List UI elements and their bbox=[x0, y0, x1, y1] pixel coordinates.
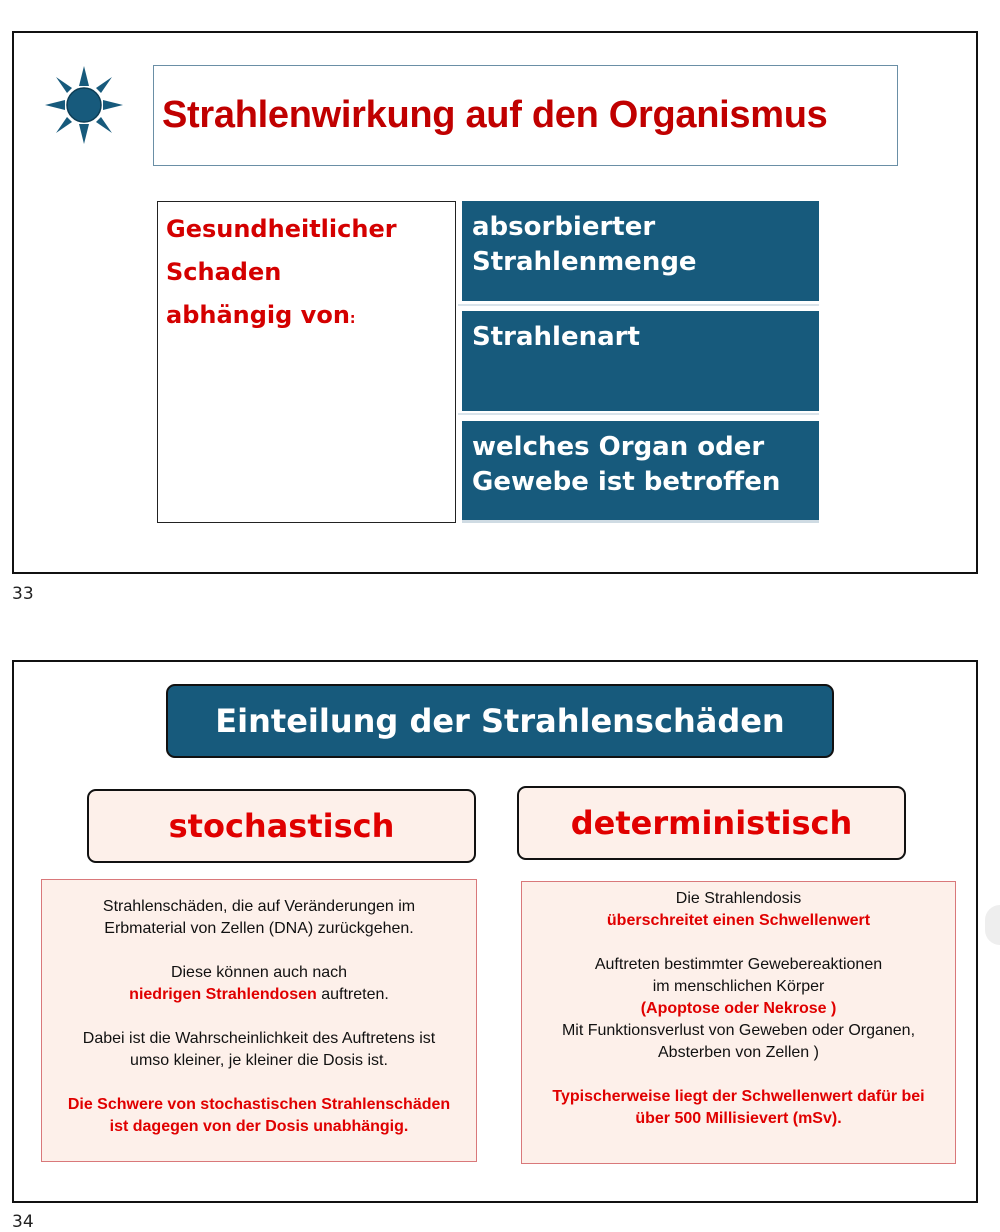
slide-title: Einteilung der Strahlenschäden bbox=[166, 684, 834, 758]
paragraph bbox=[42, 1094, 476, 1138]
factor-box-affected-organ bbox=[462, 421, 819, 523]
text-line: Die Strahlendosis bbox=[675, 890, 802, 907]
factor-box-radiation-type bbox=[462, 311, 819, 411]
label-line-3 bbox=[166, 294, 447, 341]
category-stochastic: stochastisch bbox=[87, 789, 476, 863]
highlight-text: ist dagegen von der Dosis unabhängig. bbox=[109, 1118, 409, 1135]
highlight-text: überschreitet einen Schwellenwert bbox=[606, 912, 871, 929]
highlight-text: über 500 Millisievert (mSv). bbox=[635, 1110, 842, 1127]
text-line: Strahlenschäden, die auf Veränderungen im bbox=[102, 898, 416, 915]
label-line-1: Gesundheitlicher bbox=[166, 215, 397, 243]
paragraph bbox=[42, 962, 476, 1006]
category-deterministic: deterministisch bbox=[517, 786, 906, 860]
factor-box-absorbed-dose bbox=[462, 201, 819, 301]
page-number: 34 bbox=[12, 1212, 34, 1232]
text-line: Dabei ist die Wahrscheinlichkeit des Auftretens ist bbox=[82, 1030, 436, 1047]
text-line: auftreten. bbox=[316, 986, 389, 1003]
factor-line: absorbierter bbox=[472, 212, 656, 242]
paragraph bbox=[522, 888, 955, 932]
damage-factors-label-box bbox=[157, 201, 456, 523]
text-line: Mit Funktionsverlust von Geweben oder Organen, bbox=[561, 1022, 916, 1039]
paragraph bbox=[42, 896, 476, 940]
paragraph bbox=[42, 1028, 476, 1072]
highlight-text: (Apoptose oder Nekrose ) bbox=[640, 1000, 837, 1017]
text-line: Diese können auch nach bbox=[170, 964, 348, 981]
deterministic-description-panel bbox=[521, 881, 956, 1164]
slide-title: Strahlenwirkung auf den Organismus bbox=[153, 65, 898, 166]
page-number: 33 bbox=[12, 584, 34, 604]
text-line: umso kleiner, je kleiner die Dosis ist. bbox=[130, 1052, 388, 1069]
label-colon: : bbox=[349, 311, 356, 327]
paragraph bbox=[522, 1086, 955, 1130]
highlight-text: niedrigen Strahlendosen bbox=[129, 986, 317, 1003]
label-line-2: Schaden bbox=[166, 258, 282, 286]
paragraph bbox=[522, 954, 955, 1064]
label-line-3-text: abhängig von bbox=[166, 301, 350, 329]
sun-icon bbox=[45, 66, 123, 144]
text-line: im menschlichen Körper bbox=[652, 978, 825, 995]
scroll-indicator bbox=[985, 905, 1000, 945]
stochastic-description-panel bbox=[41, 879, 477, 1162]
text-line: Absterben von Zellen ) bbox=[658, 1044, 819, 1061]
factor-line: Gewebe ist betroffen bbox=[472, 467, 781, 497]
highlight-text: Die Schwere von stochastischen Strahlenschäden bbox=[67, 1096, 451, 1113]
factor-line: Strahlenmenge bbox=[472, 247, 697, 277]
highlight-text: Typischerweise liegt der Schwellenwert dafür bei bbox=[552, 1088, 925, 1105]
text-line: Auftreten bestimmter Gewebereaktionen bbox=[594, 956, 883, 973]
factor-line: Strahlenart bbox=[472, 322, 640, 352]
factor-line: welches Organ oder bbox=[472, 432, 765, 462]
separator bbox=[458, 413, 819, 415]
text-line: Erbmaterial von Zellen (DNA) zurückgehen. bbox=[104, 920, 414, 937]
separator bbox=[458, 304, 819, 306]
